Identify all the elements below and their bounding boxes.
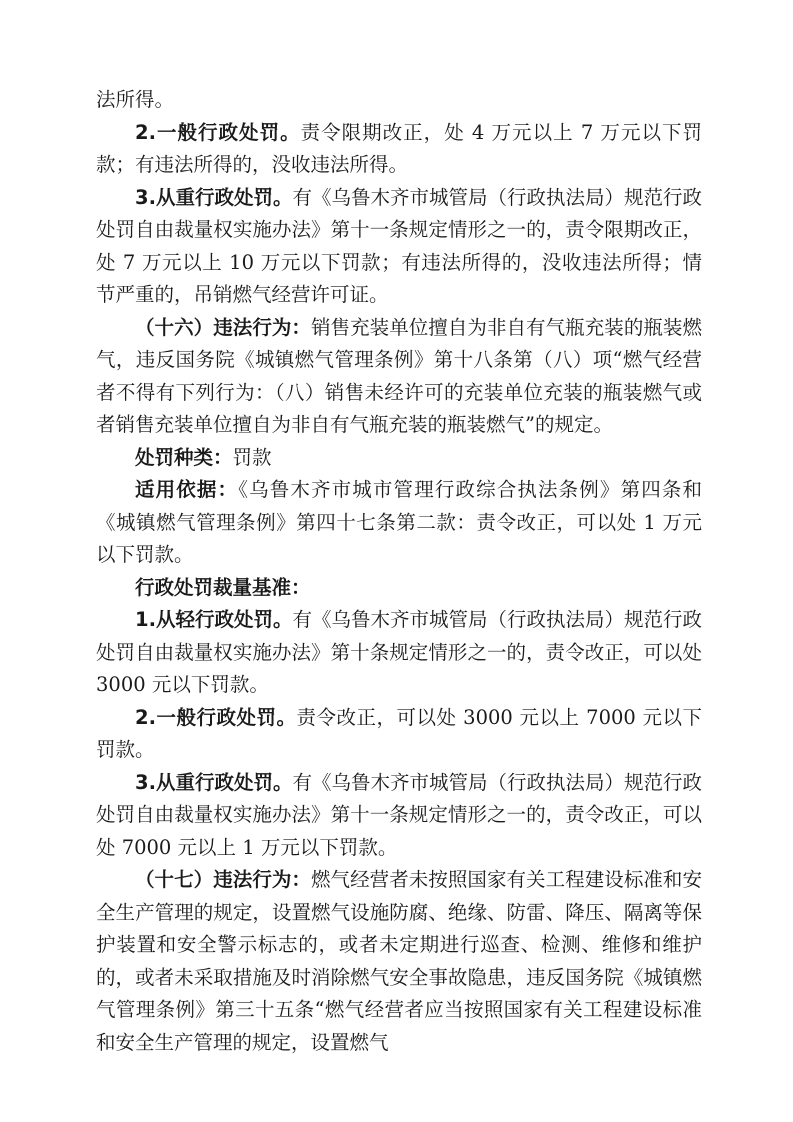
paragraph (96, 117, 702, 182)
paragraph-text: 责令改正，可以处 3000 元以上 7000 元以下罚款。 (96, 705, 702, 761)
paragraph (96, 572, 702, 605)
paragraph (96, 474, 702, 572)
paragraph (96, 312, 702, 442)
paragraph-heading: 1.从轻行政处罚。 (135, 608, 293, 631)
paragraph (96, 702, 702, 767)
paragraph-heading: 3.从重行政处罚。 (135, 770, 293, 794)
paragraph-heading: 2.一般行政处罚。 (135, 120, 301, 144)
paragraph (96, 864, 702, 1059)
paragraph-heading: 2.一般行政处罚。 (135, 705, 297, 729)
paragraph-heading: （十六）违法行为： (135, 315, 311, 339)
paragraph (96, 442, 702, 475)
paragraph-heading: 3.从重行政处罚。 (135, 185, 293, 209)
paragraph-text: 法所得。 (96, 88, 175, 111)
paragraph-text: 有《乌鲁木齐市城管局（行政执法局）规范行政处罚自由裁量权实施办法》第十一条规定情形之一的，责令改正，可以处 7000 元以上 1 万元以下罚款。 (96, 770, 702, 859)
paragraph-heading: 适用依据： (135, 478, 239, 501)
paragraph-text: 责令限期改正，处 4 万元以上 7 万元以下罚款；有违法所得的，没收违法所得。 (96, 120, 702, 176)
paragraph (96, 604, 702, 702)
paragraph (96, 767, 702, 865)
paragraph-heading: （十七）违法行为： (135, 868, 311, 891)
paragraph-text: 有《乌鲁木齐市城管局（行政执法局）规范行政处罚自由裁量权实施办法》第十条规定情形之一的，责令改正，可以处 3000 元以下罚款。 (96, 608, 702, 696)
paragraph (96, 182, 702, 312)
paragraph-text: 《乌鲁木齐市城市管理行政综合执法条例》第四条和《城镇燃气管理条例》第四十七条第二款：责令改正，可以处 1 万元以下罚款。 (96, 478, 702, 566)
paragraph-text: 销售充装单位擅自为非自有气瓶充装的瓶装燃气，违反国务院《城镇燃气管理条例》第十八条第（八）项“燃气经营者不得有下列行为：（八）销售未经许可的充装单位充装的瓶装燃气或者销售充装单位擅自为非自有气瓶充装的瓶装燃气”的规定。 (96, 315, 702, 436)
paragraph-text: 燃气经营者未按照国家有关工程建设标准和安全生产管理的规定，设置燃气设施防腐、绝缘、防雷、降压、隔离等保护装置和安全警示标志的，或者未定期进行巡查、检测、维修和维护的，或者未采取措施及时消除燃气安全事故隐患，违反国务院《城镇燃气管理条例》第三十五条“燃气经营者应当按照国家有关工程建设标准和安全生产管理的规定，设置燃气 (96, 868, 702, 1054)
paragraph-text: 罚款 (232, 445, 272, 469)
paragraph-text: 有《乌鲁木齐市城管局（行政执法局）规范行政处罚自由裁量权实施办法》第十一条规定情形之一的，责令限期改正，处 7 万元以上 10 万元以下罚款；有违法所得的，没收违法所得；情节严重的，吊销燃气经营许可证。 (96, 185, 702, 306)
paragraph (96, 84, 702, 117)
document-page (96, 84, 702, 1059)
paragraph-heading: 处罚种类： (135, 445, 233, 469)
paragraph-heading: 行政处罚裁量基准： (135, 575, 311, 599)
